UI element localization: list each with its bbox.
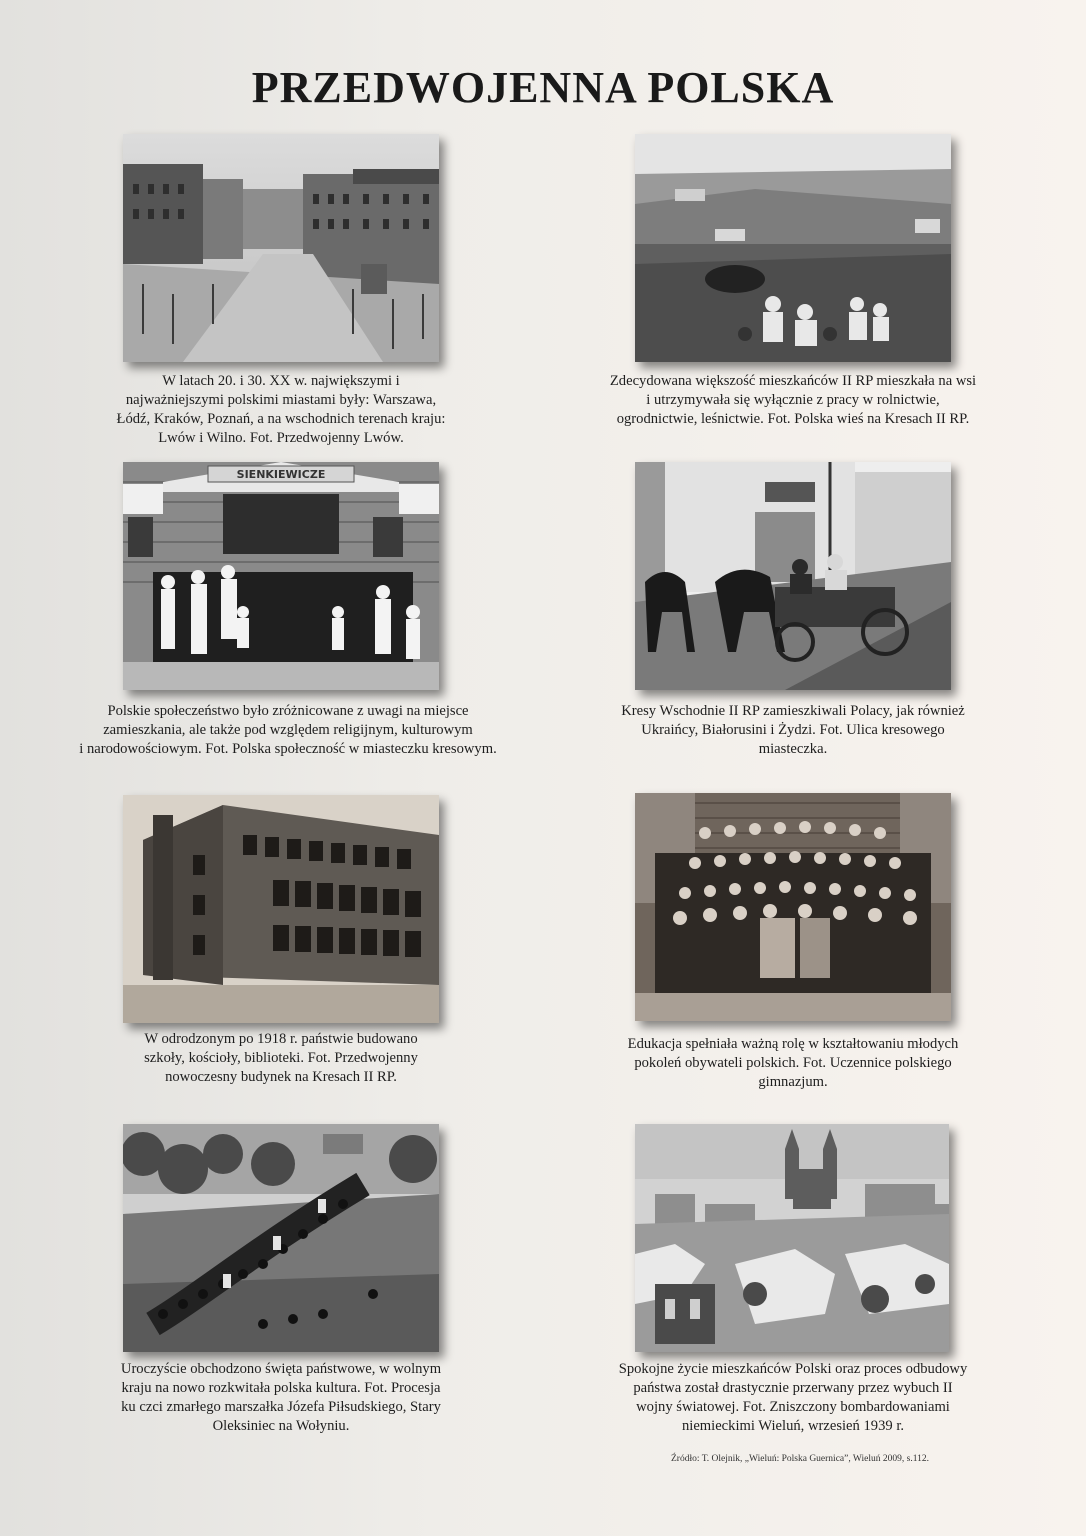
photo-school-building	[123, 795, 439, 1023]
caption-line: Oleksiniec na Wołyniu.	[212, 1418, 350, 1434]
caption-line: Edukacja spełniała ważną rolę w kształtowaniu młodych	[627, 1036, 959, 1052]
caption-line: miasteczka.	[758, 741, 828, 757]
caption-line: i utrzymywała się wyłącznie z pracy w rolnictwie,	[646, 392, 940, 408]
caption-line: Zdecydowana większość mieszkańców II RP mieszkała na wsi	[609, 373, 977, 389]
caption-line: gimnazjum.	[758, 1074, 828, 1090]
caption-line: Łódź, Kraków, Poznań, a na wschodnich terenach kraju:	[116, 411, 446, 427]
caption-line: niemieckimi Wieluń, wrzesień 1939 r.	[681, 1418, 905, 1434]
caption-line: najważniejszymi polskimi miastami były: Warszawa,	[125, 392, 437, 408]
caption-procession	[100, 1360, 462, 1436]
caption-line: i narodowościowym. Fot. Polska społeczność w miasteczku kresowym.	[79, 741, 497, 757]
caption-line: ku czci zmarłego marszałka Józefa Piłsudskiego, Stary	[121, 1399, 441, 1415]
caption-line: nowoczesny budynek na Kresach II RP.	[165, 1069, 397, 1085]
caption-wielun	[596, 1360, 990, 1436]
caption-line: Kresy Wschodnie II RP zamieszkiwali Polacy, jak również	[621, 703, 965, 719]
caption-line: Polskie społeczeństwo było zróżnicowane z uwagi na miejsce	[107, 703, 469, 719]
caption-line: kraju na nowo rozkwitała polska kultura. Fot. Procesja	[121, 1380, 441, 1396]
caption-lwow	[110, 372, 452, 448]
caption-line: W latach 20. i 30. XX w. największymi i	[162, 373, 400, 389]
caption-line: szkoły, kościoły, biblioteki. Fot. Przedwojenny	[144, 1050, 418, 1066]
photo-lwow-city	[123, 134, 439, 362]
caption-line: W odrodzonym po 1918 r. państwie budowano	[144, 1031, 418, 1047]
caption-street	[596, 702, 990, 759]
caption-students	[596, 1035, 990, 1092]
photo-students	[635, 793, 951, 1021]
caption-line: Lwów i Wilno. Fot. Przedwojenny Lwów.	[158, 430, 404, 446]
photo-community	[123, 462, 439, 690]
source-note: Źródło: T. Olejnik, „Wieluń: Polska Guernica”, Wieluń 2009, s.112.	[671, 1454, 929, 1464]
caption-line: wojny światowej. Fot. Zniszczony bombardowaniami	[636, 1399, 950, 1415]
caption-line: zamieszkania, ale także pod względem religijnym, kulturowym	[103, 722, 473, 738]
photo-village	[635, 134, 951, 362]
photo-wielun-ruins	[635, 1124, 949, 1352]
photo-procession	[123, 1124, 439, 1352]
caption-line: pokoleń obywateli polskich. Fot. Uczennice polskiego	[634, 1055, 952, 1071]
caption-line: państwa został drastycznie przerwany przez wybuch II	[633, 1380, 953, 1396]
page-title: PRZEDWOJENNA POLSKA	[251, 63, 835, 112]
caption-line: Ukraińcy, Białorusini i Żydzi. Fot. Ulica kresowego	[641, 722, 945, 738]
caption-line: Uroczyście obchodzono święta państwowe, w wolnym	[120, 1361, 442, 1377]
caption-village	[596, 372, 990, 429]
caption-community	[70, 702, 506, 759]
caption-line: Spokojne życie mieszkańców Polski oraz proces odbudowy	[618, 1361, 968, 1377]
shop-sign: SIENKIEWICZE	[236, 468, 326, 481]
caption-line: ogrodnictwie, leśnictwie. Fot. Polska wieś na Kresach II RP.	[616, 411, 970, 427]
caption-school	[110, 1030, 452, 1087]
photo-street-cart	[635, 462, 951, 690]
